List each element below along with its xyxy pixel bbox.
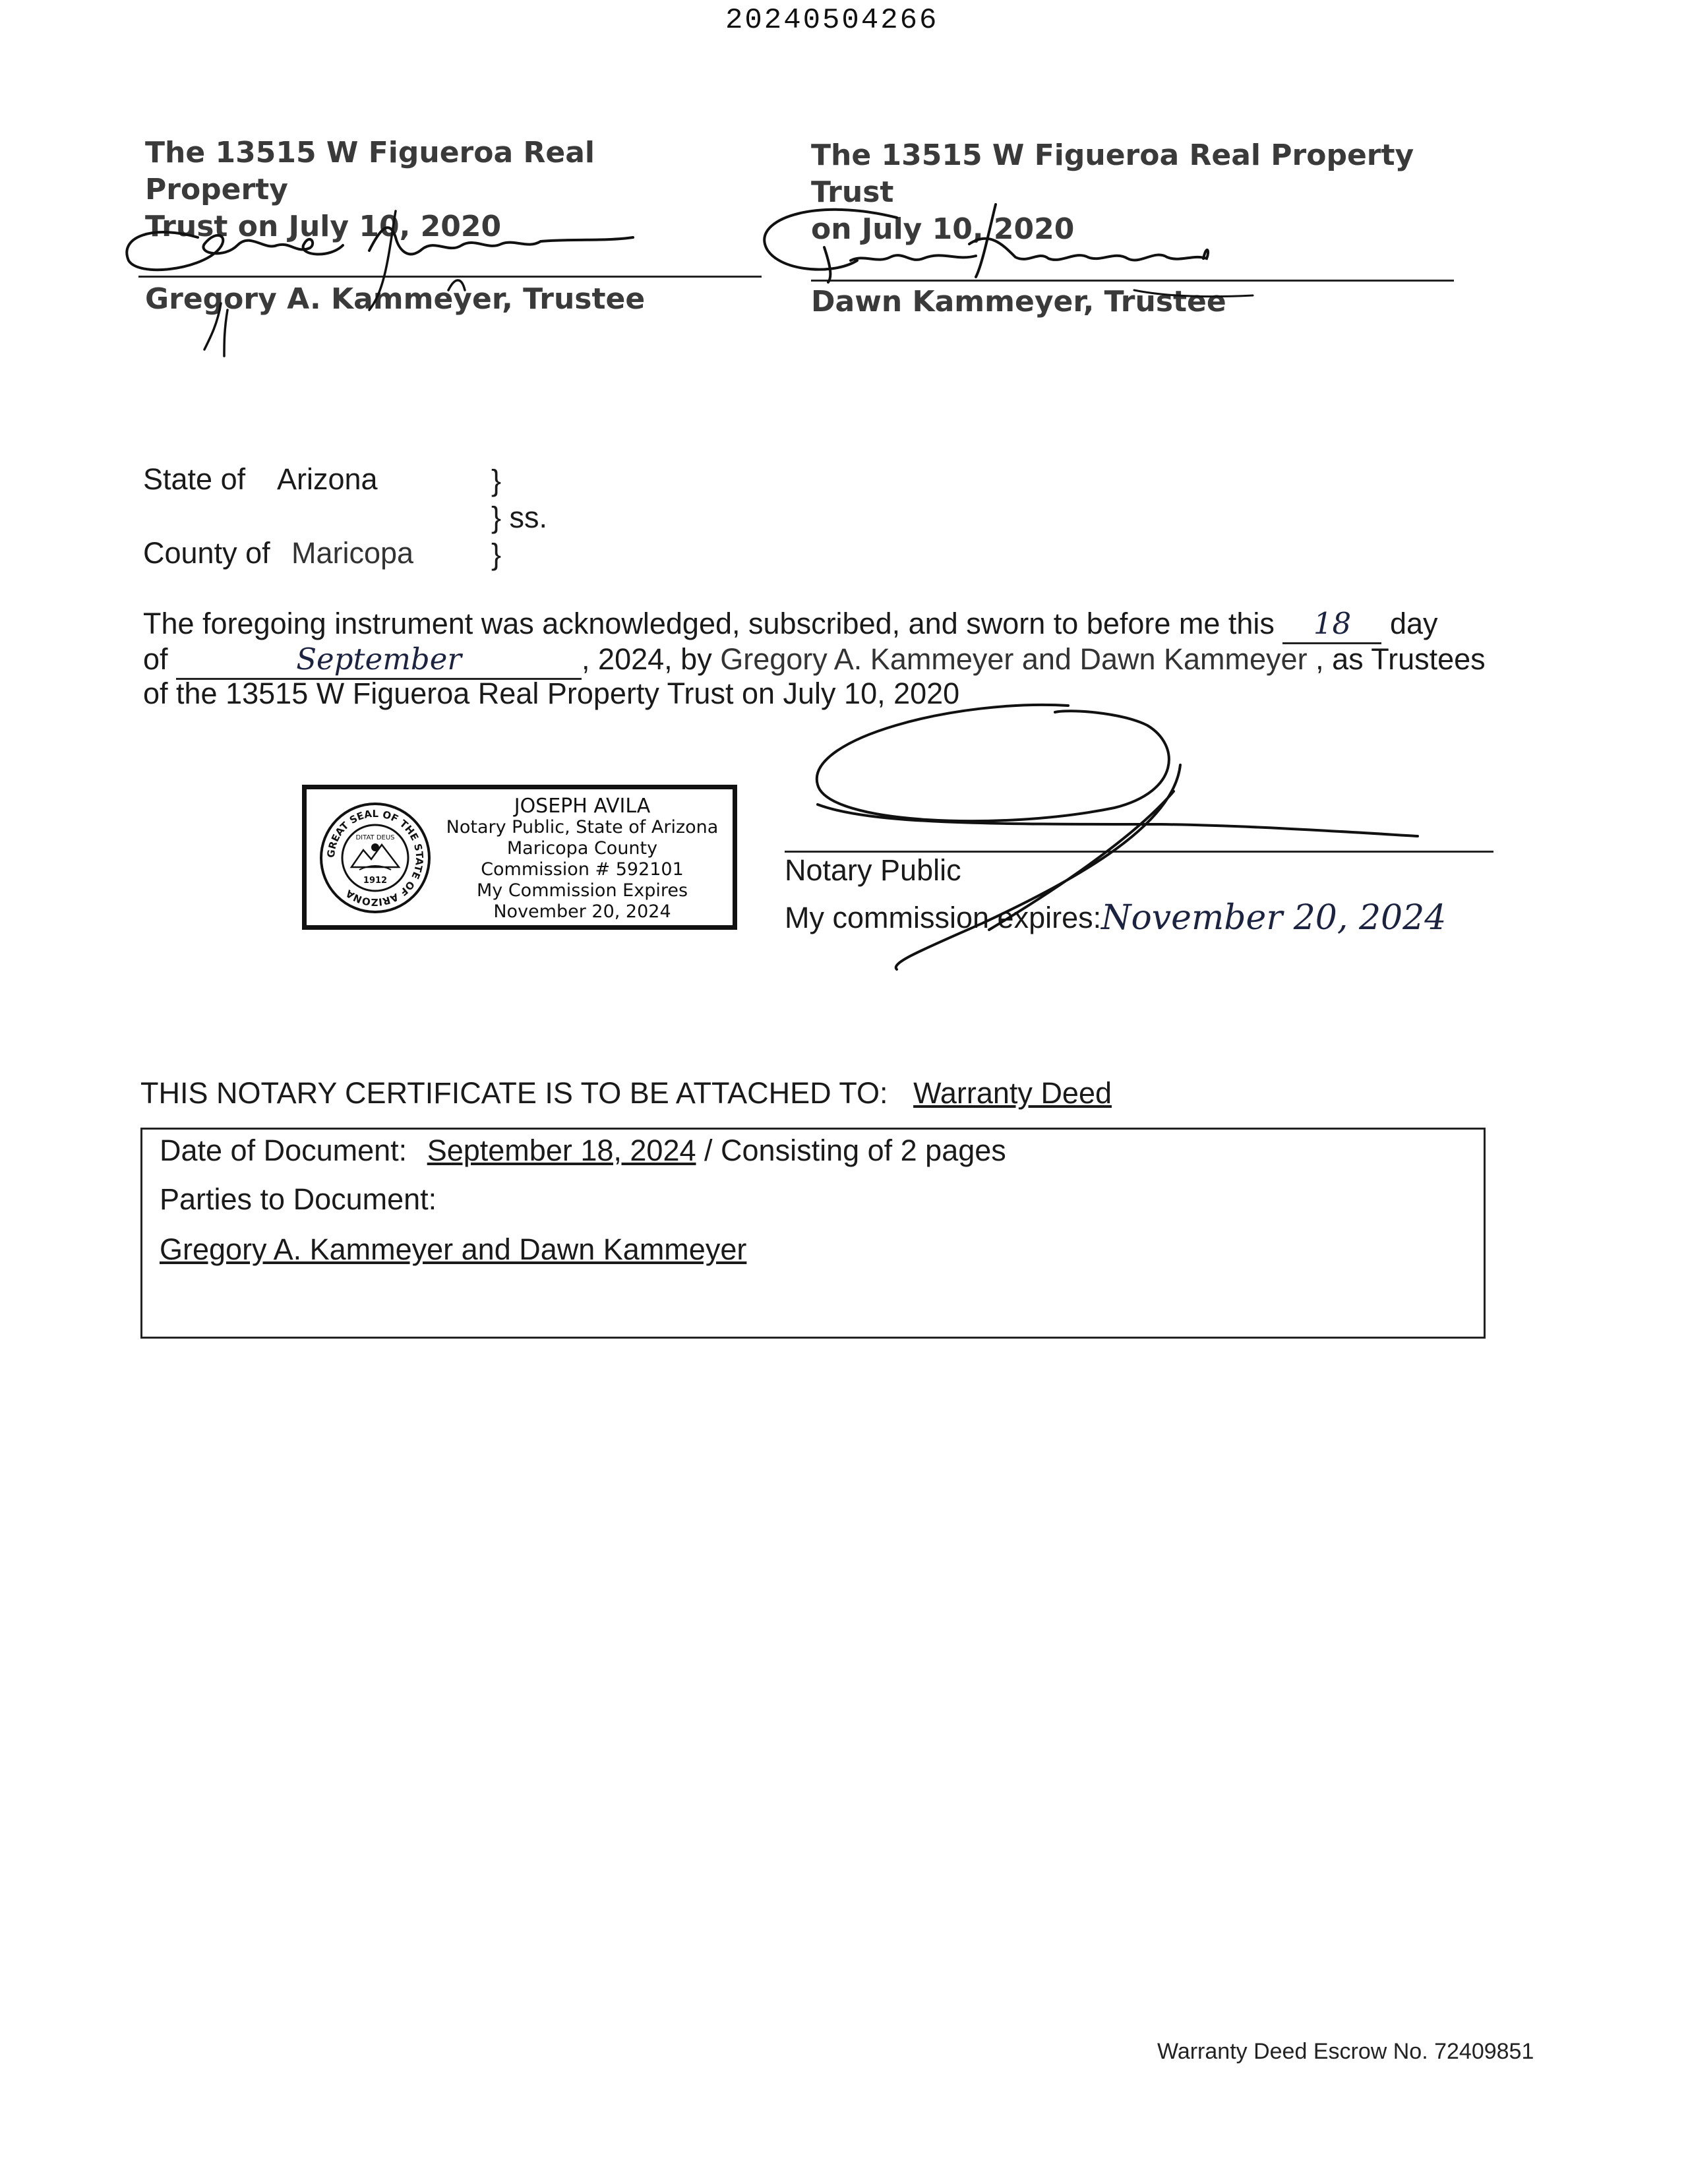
seal-motto: DITAT DEUS	[355, 834, 395, 841]
svg-text:GREAT SEAL OF THE STATE OF ARI	[325, 808, 426, 908]
commission-expires-label: My commission expires:	[785, 901, 1102, 934]
right-trust-line1: The 13515 W Figueroa Real Property Trust	[811, 138, 1414, 209]
seal-ring-text: GREAT SEAL OF THE STATE OF ARIZONA	[324, 807, 426, 909]
county-label: County of	[143, 536, 270, 570]
right-trust-line2: on July 10, 2020	[811, 212, 1075, 246]
notary-county: Maricopa County	[506, 838, 658, 859]
venue-ss: } ss.	[491, 501, 548, 534]
notary-commission: Commission # 592101	[481, 859, 684, 880]
notary-signature-line	[785, 851, 1493, 853]
of-word: of	[143, 642, 168, 676]
right-trust-name	[811, 137, 1470, 248]
stamp-text	[431, 796, 734, 923]
escrow-label: Warranty Deed Escrow No.	[1157, 2039, 1428, 2064]
notary-public-label: Notary Public	[785, 853, 961, 887]
county-value: Maricopa	[291, 536, 414, 570]
commission-expires-date: November 20, 2024	[1101, 898, 1447, 938]
month-blank	[176, 641, 582, 680]
notary-stamp	[302, 785, 737, 930]
attachment-row	[140, 1076, 1112, 1110]
attachment-label: THIS NOTARY CERTIFICATE IS TO BE ATTACHED TO:	[140, 1076, 888, 1110]
acknowledgment-line-3: of the 13515 W Figueroa Real Property Trust on July 10, 2020	[143, 677, 960, 710]
notary-title: Notary Public, State of Arizona	[446, 817, 719, 837]
month-value: September	[296, 642, 462, 677]
state-value: Arizona	[277, 462, 378, 496]
document-date: September 18, 2024	[427, 1134, 696, 1167]
acknowledgment-line-2	[143, 641, 1486, 680]
parties-value: Gregory A. Kammeyer and Dawn Kammeyer	[160, 1232, 747, 1266]
seal-year: 1912	[363, 876, 388, 886]
acknowledgment-line-1	[143, 605, 1438, 644]
document-date-row	[160, 1134, 1006, 1168]
arizona-seal-icon	[318, 801, 432, 915]
state-label: State of	[143, 462, 246, 496]
notary-name: JOSEPH AVILA	[514, 795, 651, 818]
left-trust-line1: The 13515 W Figueroa Real Property	[145, 136, 595, 206]
venue-brace-bottom: }	[491, 537, 502, 571]
right-signature-line	[811, 280, 1454, 282]
escrow-footer	[1157, 2039, 1534, 2065]
notary-expires-label: My Commission Expires	[476, 880, 688, 901]
day-value: 18	[1313, 606, 1352, 641]
as-trustees: , as Trustees	[1315, 642, 1486, 676]
day-blank	[1282, 605, 1381, 644]
right-signer-name: Dawn Kammeyer, Trustee	[811, 285, 1226, 318]
left-signer-name: Gregory A. Kammeyer, Trustee	[145, 282, 646, 316]
notary-expires-date: November 20, 2024	[493, 901, 671, 922]
attachment-document: Warranty Deed	[913, 1076, 1112, 1110]
escrow-number: 72409851	[1434, 2039, 1534, 2064]
document-pages: / Consisting of 2 pages	[704, 1134, 1006, 1167]
left-trust-line2: Trust on July 10, 2020	[145, 210, 502, 243]
year-by: , 2024, by	[582, 642, 712, 676]
document-date-label: Date of Document:	[160, 1134, 407, 1167]
venue-brace-top: }	[491, 464, 502, 497]
parties-label: Parties to Document:	[160, 1182, 437, 1216]
ack-text: The foregoing instrument was acknowledged, subscribed, and sworn to before me this	[143, 607, 1275, 640]
document-details-box	[140, 1128, 1486, 1339]
ack-signers: Gregory A. Kammeyer and Dawn Kammeyer	[720, 642, 1308, 676]
left-trust-name	[145, 135, 738, 245]
recording-number: 20240504266	[725, 4, 939, 37]
day-word: day	[1389, 607, 1438, 640]
left-signature-line	[138, 276, 762, 278]
